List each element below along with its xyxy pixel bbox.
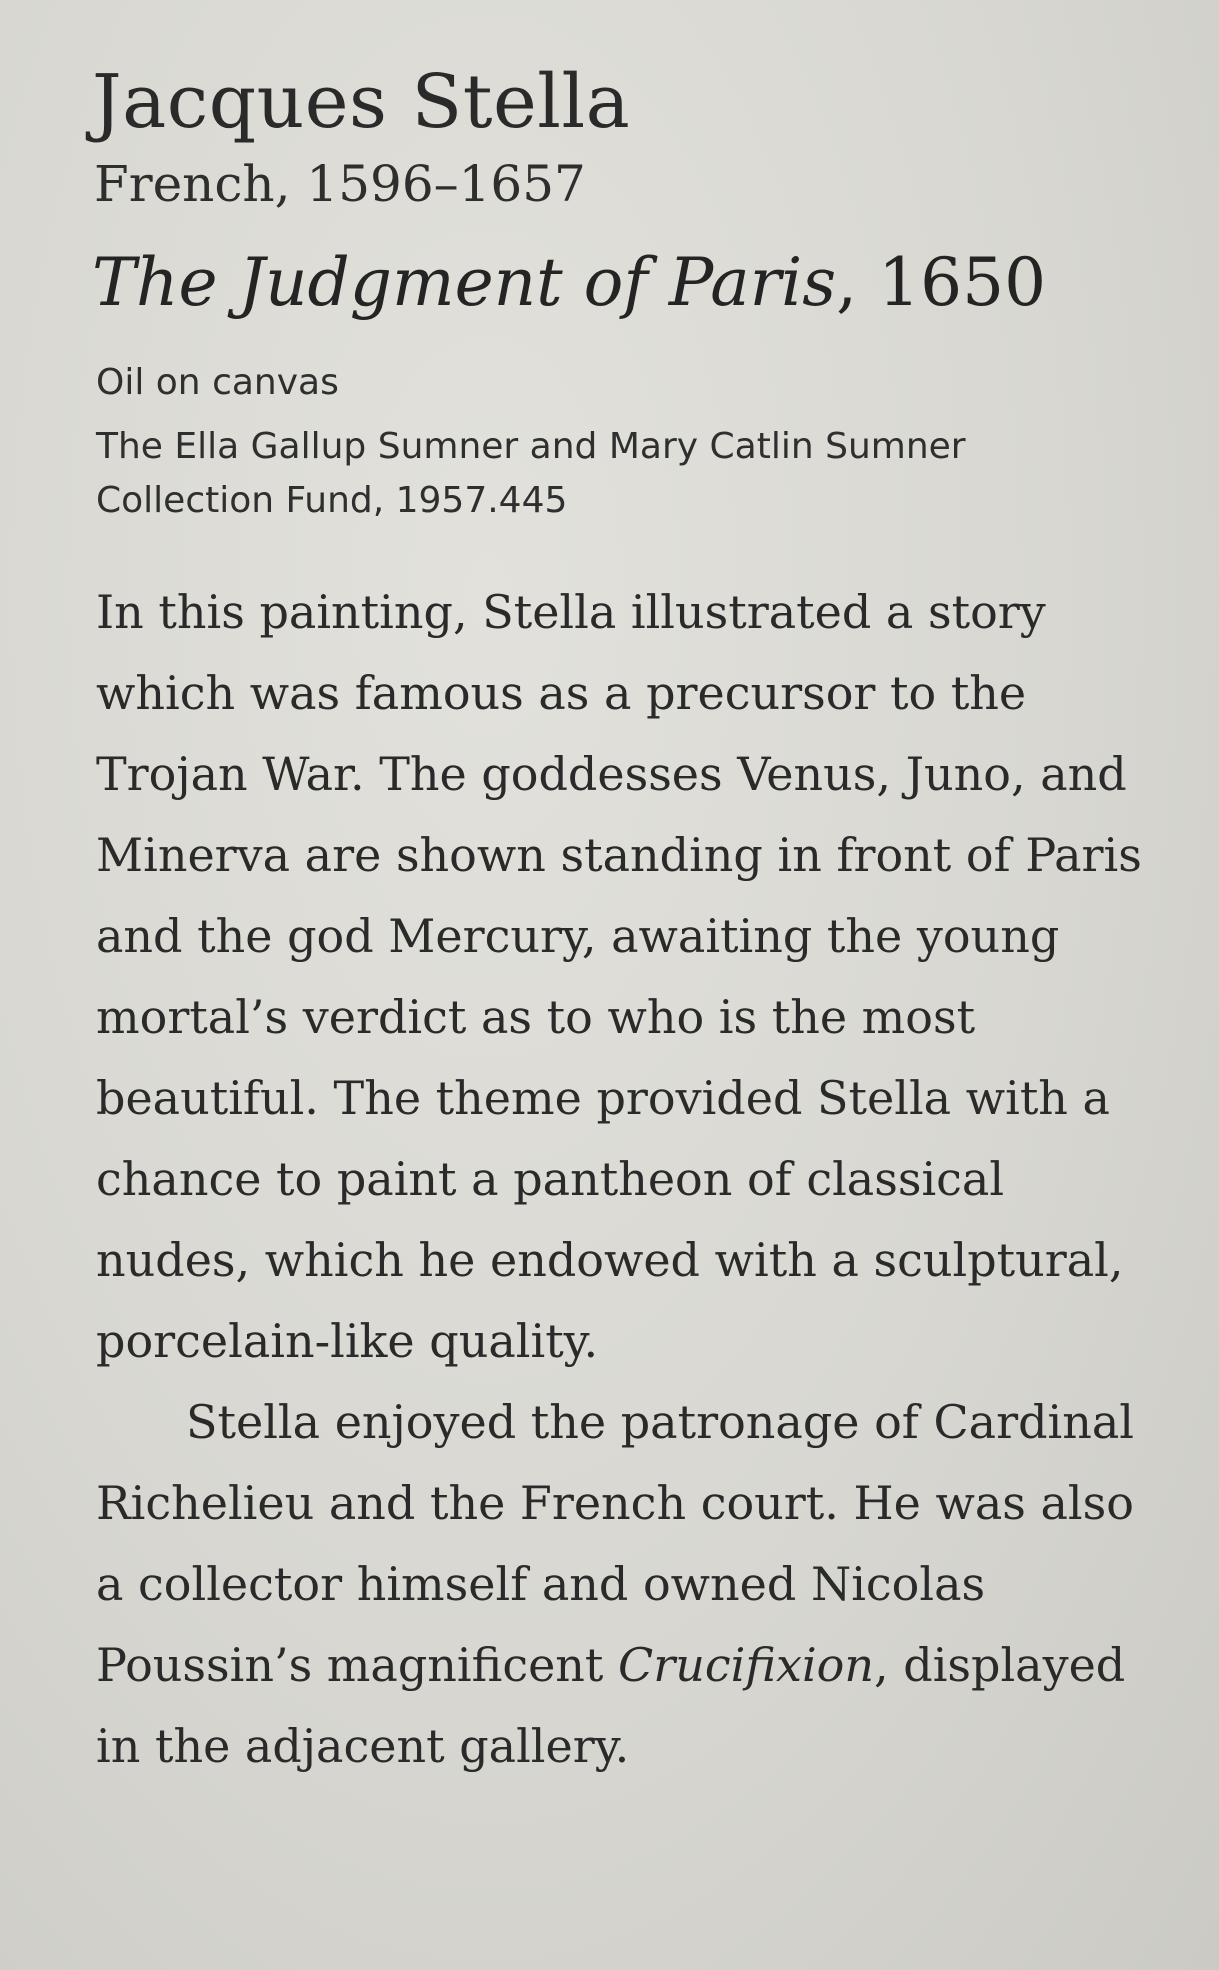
description-text: [96, 572, 1156, 1787]
credit-line-1: The Ella Gallup Sumner and Mary Catlin Sumner: [96, 426, 966, 467]
painting-reference-crucifixion: Crucifixion: [618, 1638, 874, 1692]
artist-nationality-dates: French, 1596–1657: [94, 155, 586, 213]
paragraph-2-text-start: Stella enjoyed the patronage of Cardinal Richelieu and the French court. He was also a collector himself and owned Nicolas Poussin’s magnificent: [96, 1395, 1134, 1692]
artwork-title: The Judgment of Paris: [92, 244, 837, 321]
artwork-title-line: [92, 240, 1159, 326]
artwork-medium: Oil on canvas: [96, 362, 339, 403]
credit-line-2: Collection Fund, 1957.445: [96, 480, 568, 521]
credit-line: [96, 420, 1096, 528]
artwork-year: , 1650: [836, 244, 1047, 321]
description-paragraph-1: In this painting, Stella illustrated a story which was famous as a precursor to the Trojan War. The goddesses Venus, Juno, and Minerva are shown standing in front of Paris and the god Mercury, awaiting the young mortal’s verdict as to who is the most beautiful. The theme provided Stella with a chance to paint a pantheon of classical nudes, which he endowed with a sculptural, porcelain-like quality.: [96, 585, 1142, 1368]
artist-name: Jacques Stella: [92, 59, 631, 145]
description-paragraph-2: [96, 1382, 1156, 1787]
paragraph-2-text-end: , displayed in the adjacent gallery.: [96, 1638, 1126, 1773]
